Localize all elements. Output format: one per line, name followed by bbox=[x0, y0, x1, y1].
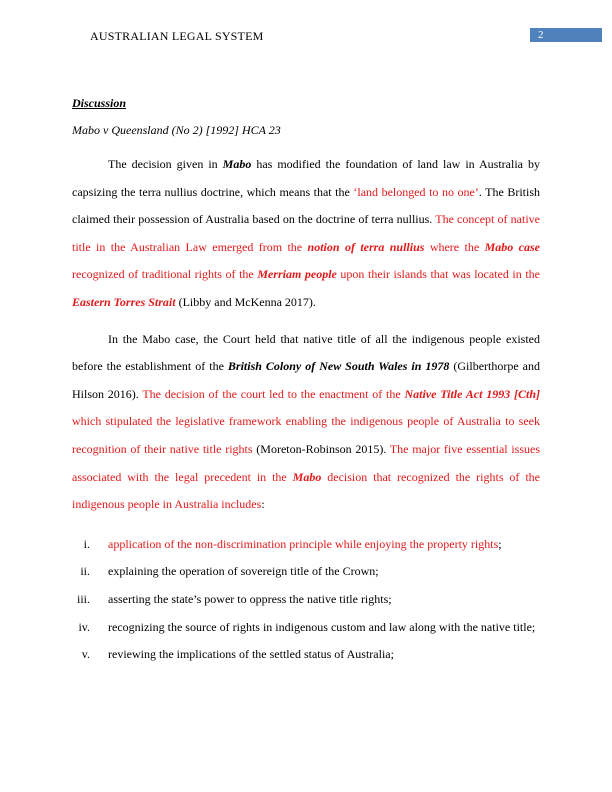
citation: (Gilberthorpe and Hilson 2016). bbox=[72, 359, 541, 401]
case-name-emphasis: Mabo bbox=[222, 157, 252, 171]
page-number: 2 bbox=[538, 29, 544, 41]
list-number: i. bbox=[83, 536, 90, 551]
highlighted-text: decision that recognized the rights of the indigenous people in Australia includes bbox=[72, 469, 540, 512]
highlighted-text: The decision of the court led to the enactment of the bbox=[142, 386, 405, 401]
page-number-box bbox=[530, 28, 602, 42]
text-run: has modified the foundation of land law in Australia by capsizing the terra nullius doctrine, which means that the bbox=[72, 157, 540, 199]
highlighted-quote: ‘land belonged to no one’ bbox=[353, 184, 479, 199]
page-header bbox=[0, 26, 612, 46]
list-item bbox=[72, 641, 540, 669]
highlighted-text: which stipulated the legislative framework enabling the indigenous people of Australia to seek recognition of their native title rights bbox=[72, 414, 540, 456]
list-number: iv. bbox=[78, 619, 90, 634]
list-item-text: reviewing the implications of the settled status of Australia; bbox=[108, 647, 394, 662]
list-item-text: explaining the operation of sovereign title of the Crown; bbox=[108, 564, 379, 579]
highlighted-text: recognized of traditional rights of the bbox=[72, 267, 258, 282]
citation: (Libby and McKenna 2017). bbox=[175, 294, 316, 309]
highlighted-emphasis: Mabo bbox=[292, 469, 322, 484]
paragraph-2 bbox=[72, 326, 540, 519]
citation: (Moreton-Robinson 2015). bbox=[252, 441, 390, 456]
list-item-text: recognizing the source of rights in indigenous custom and law along with the native title; bbox=[108, 619, 536, 634]
highlighted-emphasis: Eastern Torres Strait bbox=[72, 294, 176, 309]
text-run: The decision given in bbox=[108, 157, 223, 171]
highlighted-emphasis: notion of terra nullius bbox=[307, 239, 425, 254]
text-run: : bbox=[261, 497, 265, 512]
list-number: ii. bbox=[80, 564, 90, 579]
list-item-text: asserting the state’s power to oppress the native title rights; bbox=[108, 591, 392, 606]
case-citation: Mabo v Queensland (No 2) [1992] HCA 23 bbox=[72, 123, 281, 137]
running-head: AUSTRALIAN LEGAL SYSTEM bbox=[90, 29, 264, 43]
list-item-text: application of the non-discrimination principle while enjoying the property rights bbox=[108, 536, 499, 551]
highlighted-emphasis: Mabo case bbox=[484, 239, 540, 254]
highlighted-text: The concept of native title in the Australian Law emerged from the bbox=[72, 212, 540, 254]
highlighted-text: where the bbox=[424, 239, 485, 254]
issues-list bbox=[72, 531, 540, 669]
highlighted-text: The major five essential issues associated with the legal precedent in the bbox=[72, 441, 541, 484]
text-run: In the Mabo case, the Court held that native title of all the indigenous people existed before the establishment of the bbox=[72, 331, 540, 374]
list-item bbox=[72, 558, 540, 586]
document-body bbox=[72, 92, 540, 669]
paragraph-1 bbox=[72, 151, 540, 317]
emphasis: British Colony of New South Wales in 1978 bbox=[227, 359, 450, 374]
list-item bbox=[72, 614, 540, 642]
section-heading: Discussion bbox=[72, 96, 127, 110]
highlighted-emphasis: Merriam people bbox=[257, 267, 337, 282]
text-run: . The British claimed their possession of Australia based on the doctrine of terra nullius. bbox=[72, 184, 540, 227]
highlighted-emphasis: Native Title Act 1993 [Cth] bbox=[404, 386, 540, 401]
highlighted-text: upon their islands that was located in the bbox=[336, 267, 540, 282]
list-number: v. bbox=[81, 647, 90, 662]
list-item bbox=[72, 531, 540, 559]
list-item-punct: ; bbox=[498, 536, 502, 551]
list-item bbox=[72, 586, 540, 614]
list-number: iii. bbox=[76, 591, 90, 606]
